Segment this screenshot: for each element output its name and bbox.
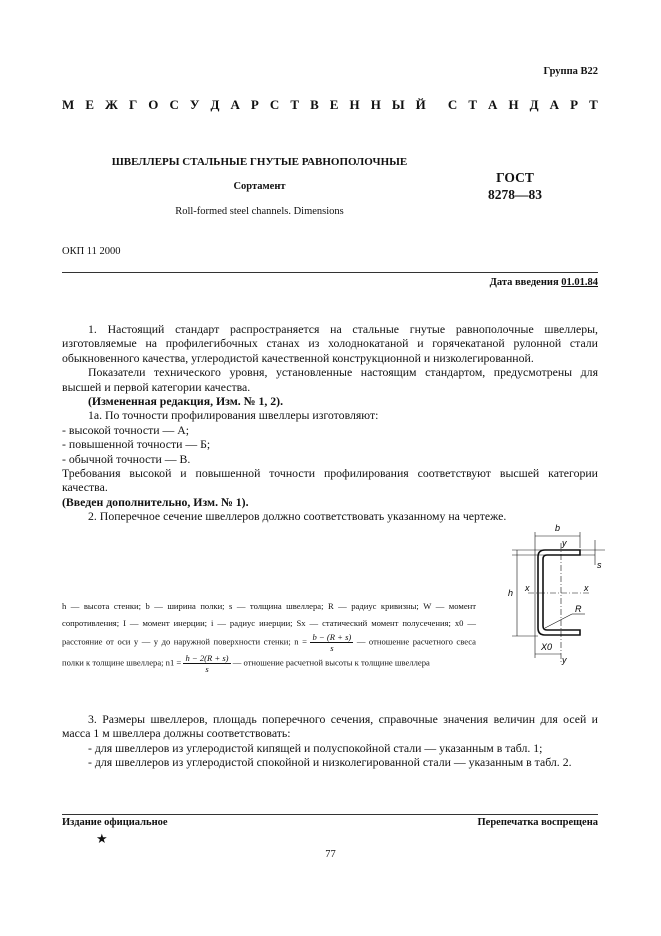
list-item: - обычной точности — В. (62, 451, 191, 466)
document-subtitle: Сортамент (233, 181, 286, 192)
banner-letter: Т (290, 97, 300, 112)
banner-letter: Е (329, 97, 339, 112)
label-R: R (575, 604, 582, 614)
legend-text: h — высота стенки; b — ширина полки; s — толщина швеллера; R — радиус кривизны; W — момент сопротивления; I — момент инерции; i — радиус инерции; Sx — статический момент полусечения; x0 — расстояние от оси y — y до наружной поверхности стенки; n = (62, 601, 476, 647)
banner-letter: Д (529, 97, 539, 112)
banner-letter: С (447, 97, 458, 112)
page-number: 77 (325, 849, 336, 860)
gost-label: ГОСТ (496, 170, 534, 185)
formula-n: $\frac{b - (R + s)}{s}$ (312, 632, 352, 653)
banner-letter: С (169, 97, 179, 112)
reprint-prohibited-label: Перепечатка воспрещена (477, 817, 598, 828)
banner-letter: Т (468, 97, 477, 112)
banner-letter: Г (128, 97, 138, 112)
label-y-bottom: y (562, 655, 567, 665)
banner-letter: О (148, 97, 159, 112)
label-b: b (555, 523, 561, 533)
banner-letter: Р (250, 97, 259, 112)
legend-text: — отношение расчетной высоты к толщине швеллера (232, 657, 430, 668)
banner-letter: Р (570, 97, 579, 112)
banner-letter: А (549, 97, 560, 112)
list-item: - повышенной точности — Б; (62, 437, 211, 452)
list-item: - для швеллеров из углеродистой кипящей и полуспокойной стали — указанным в табл. 1; (88, 740, 543, 755)
banner-letter: С (269, 97, 280, 112)
label-x0: X0 (541, 642, 553, 652)
official-edition-label: Издание официальное (62, 817, 168, 828)
list-item: - для швеллеров из углеродистой спокойной и низколегированной стали — указанным в табл. 2. (88, 755, 572, 770)
legend-text: — отношение расчетного свеса полки к толщине швеллера; n1 = (62, 636, 476, 668)
banner-letter: Д (210, 97, 220, 112)
banner-letter: А (488, 97, 498, 112)
banner-letter: А (230, 97, 240, 112)
banner-letter: Ы (391, 97, 405, 112)
channel-cross-section-drawing (495, 518, 615, 678)
list-item: - высокой точности — А; (62, 422, 190, 437)
paragraph: Показатели технического уровня, установленные настоящим стандартом, предусмотрены для высшей и первой категории качества. (62, 365, 598, 394)
divider (62, 272, 598, 273)
amendment-note: (Введен дополнительно, Изм. № 1). (62, 494, 249, 509)
label-s: s (597, 560, 602, 570)
banner-letter: М (62, 97, 75, 112)
date-label: Дата введения (489, 277, 562, 288)
english-title: Roll-formed steel channels. Dimensions (175, 206, 344, 217)
document-title: ШВЕЛЛЕРЫ СТАЛЬНЫЕ ГНУТЫЕ РАВНОПОЛОЧНЫЕ (111, 156, 408, 168)
body-section-1 (62, 322, 598, 524)
paragraph: 3. Размеры швеллеров, площадь поперечного сечения, справочные значения величин для осей и масса 1 м швеллера должны соответствовать: (62, 712, 598, 741)
body-section-3 (62, 712, 598, 770)
formula-n1: $\frac{h - 2(R + s)}{s}$ (185, 653, 229, 674)
standard-banner (62, 97, 598, 113)
banner-letter: Н (508, 97, 519, 112)
star-icon: ★ (96, 831, 108, 846)
paragraph: 1а. По точности профилирования швеллеры изготовляют: (88, 408, 379, 423)
banner-letter: Н (370, 97, 381, 112)
label-x-left: x (525, 583, 530, 593)
banner-letter: У (189, 97, 200, 112)
amendment-note: (Измененная редакция, Изм. № 1, 2). (88, 394, 284, 409)
paragraph: 1. Настоящий стандарт распространяется на стальные гнутые равнополочные швеллеры, изготовляемые на профилегибочных станах из холоднокатаной и горячекатаной рулонной стали обыкновенного качества, углеродистой качественной конструкционной и низколегированной. (62, 322, 598, 365)
label-y-top: y (562, 538, 567, 548)
gost-code: 8278—83 (488, 187, 542, 202)
banner-letter: Т (589, 97, 598, 112)
banner-letter: Н (349, 97, 360, 112)
gost-number (488, 169, 542, 203)
paragraph: 2. Поперечное сечение швеллеров должно соответствовать указанному на чертеже. (88, 509, 507, 524)
group-code: Группа В22 (543, 66, 598, 77)
banner-letter: Ж (105, 97, 118, 112)
banner-letter: Й (415, 97, 426, 112)
effective-date (490, 277, 598, 288)
symbol-legend (62, 598, 476, 674)
date-value: 01.01.84 (561, 277, 598, 288)
banner-letter: В (310, 97, 319, 112)
footer-divider (62, 814, 598, 815)
banner-letter: Е (85, 97, 94, 112)
paragraph: Требования высокой и повышенной точности профилирования соответствуют высшей категории качества. (62, 466, 598, 495)
okp-code: ОКП 11 2000 (62, 246, 121, 257)
label-h: h (508, 588, 514, 598)
label-x-right: x (584, 583, 589, 593)
